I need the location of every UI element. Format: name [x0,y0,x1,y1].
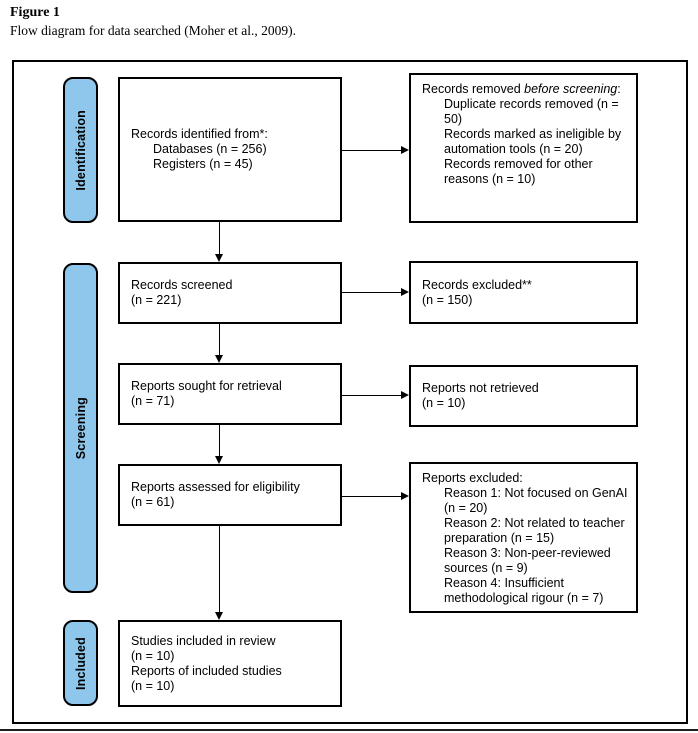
arrow-head-right-icon [401,492,409,500]
arrow-head-down-icon [215,254,223,262]
text-segment: Records removed [422,82,525,96]
box-studies-included [118,620,342,707]
arrow-line [342,150,402,151]
box-text-line: (n = 221) [131,293,182,307]
box-text-line: Records removed for other reasons (n = 10) [444,157,593,186]
box-text-line: Reports assessed for eligibility [131,480,300,494]
box-text-line: Studies included in review [131,633,276,648]
box-text-line: (n = 10) [422,396,466,410]
box-text-line: Reason 1: Not focused on GenAI (n = 20) [444,486,628,515]
arrow-head-down-icon [215,612,223,620]
stage-bar-included [63,620,98,706]
stage-label-included: Included [73,636,88,690]
arrow-head-down-icon [215,355,223,363]
box-text-line: Reason 4: Insufficient methodological rigour (n = 7) [444,576,604,605]
box-text-line: Reason 2: Not related to teacher preparation (n = 15) [444,516,625,545]
box-records-excluded [409,261,638,324]
arrow-line [342,395,402,396]
stage-label-identification: Identification [73,109,88,191]
box-text-line: Reports excluded: [422,471,523,485]
box-text-line: Records excluded** [422,277,532,292]
arrow-line [219,324,220,356]
box-reports-excluded [409,462,638,613]
arrow-head-right-icon [401,391,409,399]
stage-bar-screening [63,263,98,593]
text-segment-italic: before screening [524,82,618,96]
box-text-line: Records screened [131,278,233,292]
box-text-line: Records identified from*: [131,127,268,141]
box-text-line: Reason 3: Non-peer-reviewed sources (n = 9) [444,546,611,575]
arrow-line [219,222,220,255]
box-text-line: Databases (n = 256) [153,142,267,156]
box-text-line: Reports sought for retrieval [131,379,282,393]
text-segment: : [617,82,621,96]
box-text-line: Reports of included studies [131,663,282,678]
box-records-removed [409,73,638,223]
box-records-screened [118,262,342,324]
stage-bar-identification [63,77,98,223]
arrow-head-right-icon [401,288,409,296]
box-text-line: Reports not retrieved [422,381,539,395]
arrow-head-right-icon [401,146,409,154]
box-text-line: (n = 71) [131,394,175,408]
box-text-line [422,82,628,97]
arrow-line [219,425,220,457]
box-records-identified [118,77,342,222]
arrow-head-down-icon [215,456,223,464]
box-text-line: Duplicate records removed (n = 50) [444,97,619,126]
stage-label-screening: Screening [73,396,88,460]
box-reports-sought [118,363,342,425]
arrow-line [219,526,220,613]
page-bottom-rule [0,729,698,731]
box-text-line: Registers (n = 45) [153,157,253,171]
box-text-line: (n = 61) [131,495,175,509]
box-text-line: (n = 150) [422,292,473,307]
arrow-line [342,496,402,497]
figure-caption: Flow diagram for data searched (Moher et al., 2009). [10,23,297,38]
box-text-line: Records marked as ineligible by automation tools (n = 20) [444,127,622,156]
box-reports-assessed [118,464,342,526]
box-text-line: (n = 10) [131,648,175,663]
box-reports-not-retrieved [409,365,638,427]
box-text-line: (n = 10) [131,678,175,693]
figure-label: Figure 1 [10,5,60,20]
arrow-line [342,292,402,293]
